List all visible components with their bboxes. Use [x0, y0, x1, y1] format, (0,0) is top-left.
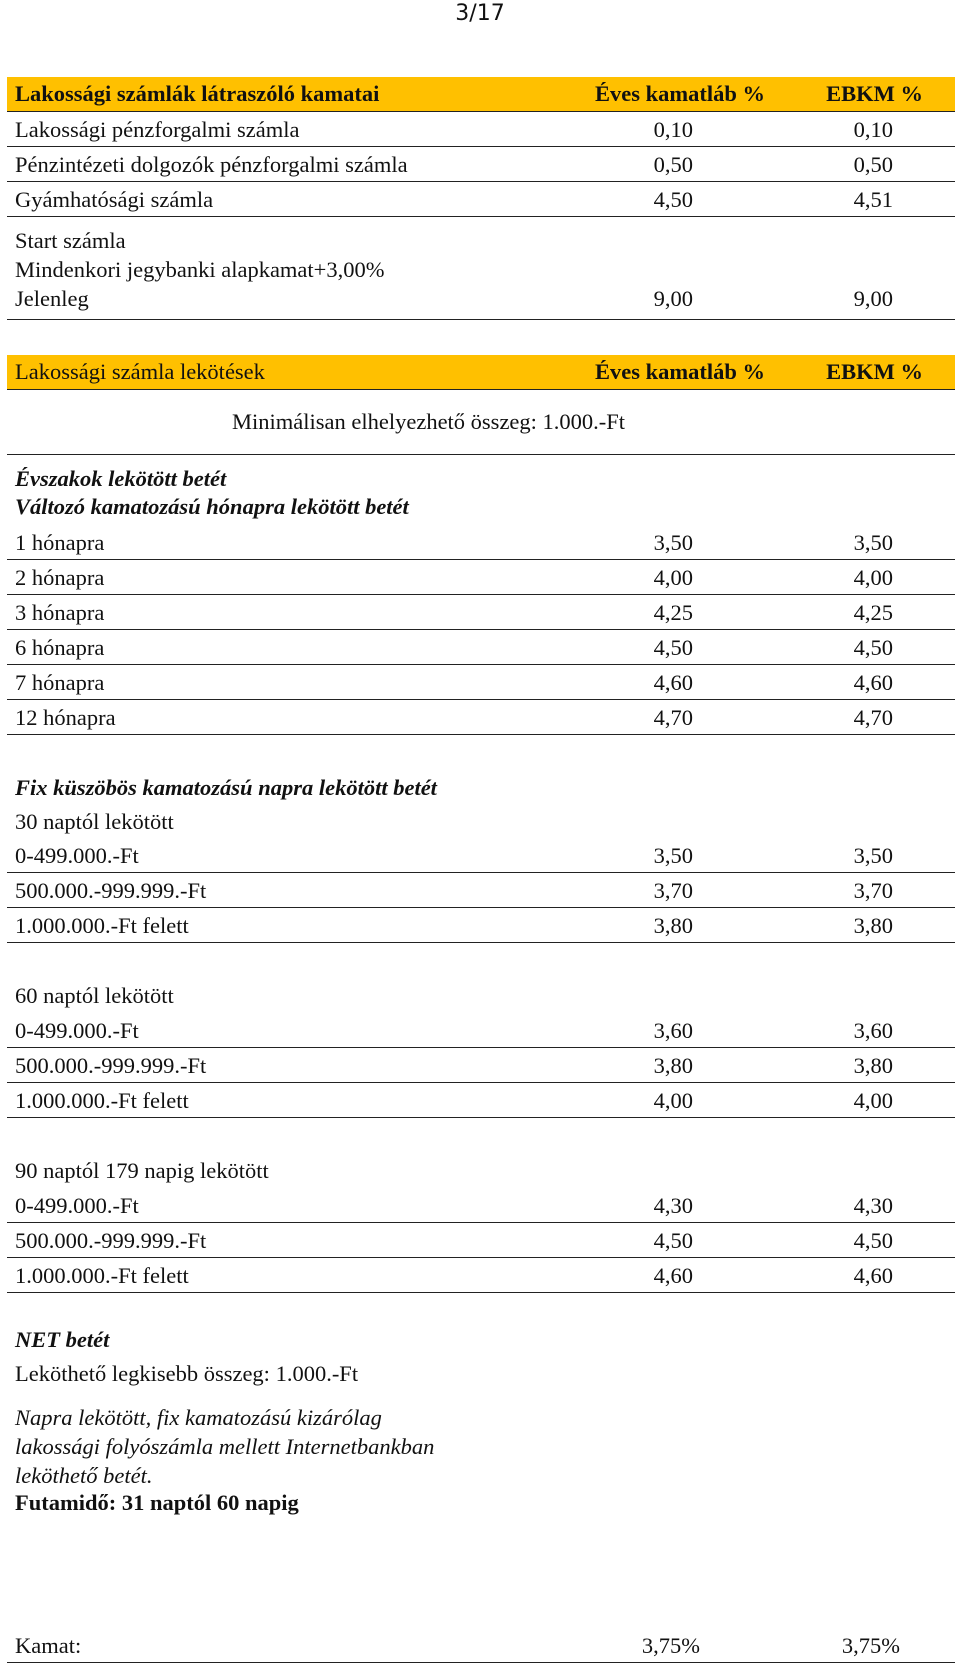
- fix-deposit-title-block: [7, 770, 955, 840]
- row-label: Pénzintézeti dolgozók pénzforgalmi számla: [15, 152, 408, 177]
- row-ebkm: 3,80: [853, 1053, 893, 1078]
- row-rate: 9,00: [653, 286, 693, 311]
- row-rate: 4,25: [653, 600, 693, 625]
- table-row: [7, 182, 955, 217]
- row-ebkm: 4,00: [853, 1088, 893, 1113]
- row-rate: 3,70: [653, 878, 693, 903]
- row-rate: 4,50: [653, 187, 693, 212]
- row-label: 1.000.000.-Ft felett: [15, 913, 189, 938]
- section2-header-rate: Éves kamatláb %: [594, 359, 765, 384]
- row-rate: 3,80: [653, 913, 693, 938]
- row-ebkm: 9,00: [853, 286, 893, 311]
- group-title: 60 naptól lekötött: [15, 983, 174, 1008]
- row-label: Gyámhatósági számla: [15, 187, 214, 212]
- table-row: [7, 838, 955, 873]
- start-account-formula: Mindenkori jegybanki alapkamat+3,00%: [15, 257, 385, 282]
- row-label: 500.000.-999.999.-Ft: [15, 878, 207, 903]
- net-deposit-term: Futamidő: 31 naptól 60 napig: [15, 1490, 299, 1515]
- row-ebkm: 3,50: [853, 530, 893, 555]
- net-deposit-block: [7, 1310, 955, 1610]
- row-rate: 4,50: [653, 1228, 693, 1253]
- table-row: [7, 525, 955, 560]
- row-ebkm: 4,70: [853, 705, 893, 730]
- net-deposit-desc-line2: lakossági folyószámla mellett Internetbankban: [15, 1434, 435, 1459]
- row-rate: 4,30: [653, 1193, 693, 1218]
- section1-header: [7, 77, 955, 112]
- table-row: [7, 665, 955, 700]
- start-account-title: Start számla: [15, 228, 126, 253]
- row-rate: 0,10: [653, 117, 693, 142]
- deposit-subtitle: Változó kamatozású hónapra lekötött betét: [15, 494, 409, 519]
- row-ebkm: 3,60: [853, 1018, 893, 1043]
- row-ebkm: 0,10: [853, 117, 893, 142]
- section1-header-rate: Éves kamatláb %: [594, 81, 765, 106]
- table-row: [7, 560, 955, 595]
- row-label: 12 hónapra: [15, 705, 116, 730]
- row-rate: 3,50: [653, 843, 693, 868]
- group-title-row: [7, 978, 955, 1013]
- row-label: 500.000.-999.999.-Ft: [15, 1053, 207, 1078]
- row-ebkm: 4,30: [853, 1193, 893, 1218]
- row-ebkm: 3,50: [853, 843, 893, 868]
- interest-ebkm: 3,75%: [841, 1633, 900, 1658]
- row-ebkm: 4,60: [853, 670, 893, 695]
- row-label: 0-499.000.-Ft: [15, 843, 139, 868]
- row-ebkm: 4,50: [853, 635, 893, 660]
- section2-header-ebkm: EBKM %: [826, 359, 923, 384]
- row-label: 6 hónapra: [15, 635, 105, 660]
- row-rate: 4,50: [653, 635, 693, 660]
- interest-rate: 3,75%: [641, 1633, 700, 1658]
- group-title: 30 naptól lekötött: [15, 809, 174, 834]
- section1-header-label: Lakossági számlák látraszóló kamatai: [15, 81, 380, 106]
- deposit-title: Évszakok lekötött betét: [15, 466, 227, 491]
- table-row: [7, 1223, 955, 1258]
- row-ebkm: 4,50: [853, 1228, 893, 1253]
- row-label: 7 hónapra: [15, 670, 105, 695]
- row-rate: 4,60: [653, 1263, 693, 1288]
- net-deposit-desc-line3: leköthető betét.: [15, 1463, 153, 1488]
- table-row: [7, 147, 955, 182]
- deposit-title-block: [7, 455, 955, 525]
- row-rate: 3,80: [653, 1053, 693, 1078]
- table-row: [7, 630, 955, 665]
- row-label: 3 hónapra: [15, 600, 105, 625]
- row-label: 2 hónapra: [15, 565, 105, 590]
- row-rate: 4,60: [653, 670, 693, 695]
- row-ebkm: 3,80: [853, 913, 893, 938]
- table-row: [7, 595, 955, 630]
- interest-label: Kamat:: [15, 1633, 82, 1658]
- page-number: 3/17: [455, 1, 505, 26]
- table-row: [7, 1083, 955, 1118]
- row-label: 0-499.000.-Ft: [15, 1018, 139, 1043]
- row-label: 1.000.000.-Ft felett: [15, 1263, 189, 1288]
- row-label: 0-499.000.-Ft: [15, 1193, 139, 1218]
- table-row: [7, 1188, 955, 1223]
- section2-header: [7, 355, 955, 390]
- table-row: [7, 112, 955, 147]
- row-ebkm: 3,70: [853, 878, 893, 903]
- table-row: [7, 1013, 955, 1048]
- net-deposit-desc-line1: Napra lekötött, fix kamatozású kizárólag: [15, 1405, 382, 1430]
- net-deposit-min: Leköthető legkisebb összeg: 1.000.-Ft: [15, 1361, 359, 1386]
- row-ebkm: 4,60: [853, 1263, 893, 1288]
- section2-header-label: Lakossági számla lekötések: [15, 359, 265, 384]
- net-deposit-title: NET betét: [15, 1327, 110, 1352]
- start-account-row: [7, 217, 955, 320]
- row-ebkm: 4,00: [853, 565, 893, 590]
- row-rate: 3,60: [653, 1018, 693, 1043]
- table-row: [7, 700, 955, 735]
- min-amount-note: Minimálisan elhelyezhető összeg: 1.000.-Ft: [232, 409, 626, 434]
- row-ebkm: 4,25: [853, 600, 893, 625]
- table-row: [7, 1258, 955, 1293]
- table-row: [7, 873, 955, 908]
- row-ebkm: 4,51: [853, 187, 893, 212]
- row-rate: 4,70: [653, 705, 693, 730]
- row-label: 1 hónapra: [15, 530, 105, 555]
- row-rate: 4,00: [653, 1088, 693, 1113]
- start-account-current: Jelenleg: [15, 286, 89, 311]
- row-label: 500.000.-999.999.-Ft: [15, 1228, 207, 1253]
- fix-deposit-title: Fix küszöbös kamatozású napra lekötött betét: [15, 775, 437, 800]
- group-title: 90 naptól 179 napig lekötött: [15, 1158, 269, 1183]
- row-rate: 0,50: [653, 152, 693, 177]
- row-rate: 4,00: [653, 565, 693, 590]
- row-label: 1.000.000.-Ft felett: [15, 1088, 189, 1113]
- table-row: [7, 1048, 955, 1083]
- row-label: Lakossági pénzforgalmi számla: [15, 117, 300, 142]
- row-rate: 3,50: [653, 530, 693, 555]
- group-title-row: [7, 1153, 955, 1188]
- section1-header-ebkm: EBKM %: [826, 81, 923, 106]
- row-ebkm: 0,50: [853, 152, 893, 177]
- interest-row: [7, 1628, 955, 1663]
- min-amount-row: [7, 390, 955, 455]
- table-row: [7, 908, 955, 943]
